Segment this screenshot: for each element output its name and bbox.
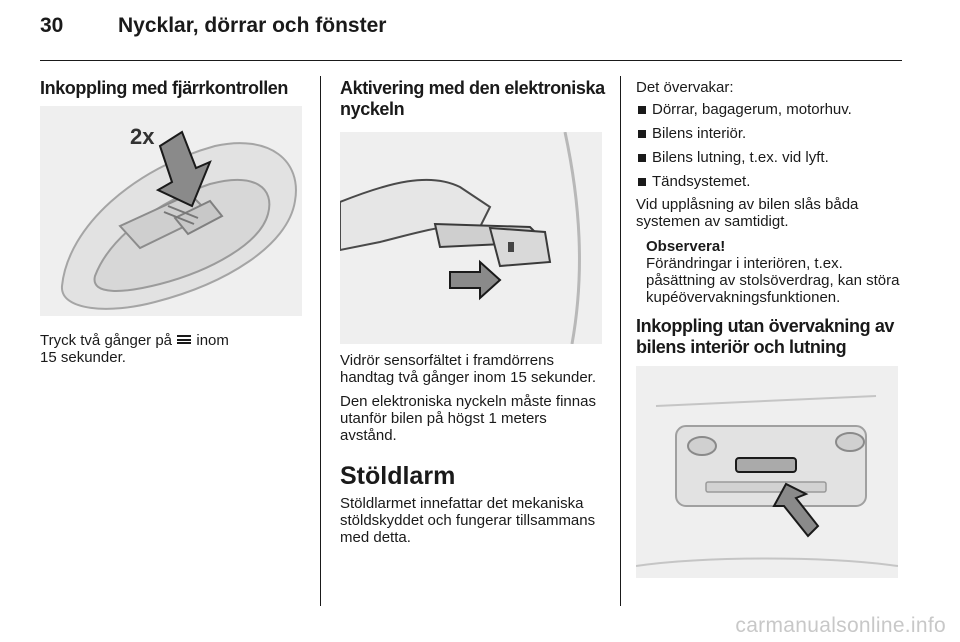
remote-heading: Inkoppling med fjärrkontrollen <box>40 78 289 98</box>
column-divider-2 <box>620 76 621 606</box>
unlock-description: Vid upplåsning av bilen slås båda systemen av samtidigt. <box>636 196 859 230</box>
remote-instruction-line1 <box>40 332 306 349</box>
anti-theft-alarm-heading: Stöldlarm <box>340 462 456 490</box>
remote-instruction-line2: 15 sekunder. <box>40 349 126 366</box>
column-divider-1 <box>320 76 321 606</box>
electronic-key-heading: Aktivering med den elektroniska nyckeln <box>340 78 605 119</box>
monitored-items-list <box>636 98 901 194</box>
list-item: Bilens interiör. <box>636 122 901 146</box>
interior-button-illustration <box>636 366 898 578</box>
remote-key-drawing <box>40 106 302 316</box>
column-2-body <box>340 352 605 546</box>
column-3 <box>636 78 901 358</box>
disable-monitoring-heading: Inkoppling utan övervakning av bilens interiör och lutning <box>636 316 895 357</box>
door-handle-drawing <box>340 132 602 344</box>
list-item: Tändsystemet. <box>636 170 901 194</box>
column-1 <box>40 78 306 99</box>
press-count-label: 2x <box>130 124 155 149</box>
remote-key-illustration <box>40 106 302 316</box>
list-item: Dörrar, bagagerum, motorhuv. <box>636 98 901 122</box>
interior-button-drawing <box>636 366 898 578</box>
note-title: Observera! <box>646 238 726 255</box>
door-handle-illustration <box>340 132 602 344</box>
column-2 <box>340 78 605 120</box>
note-box <box>636 238 901 306</box>
page-number: 30 <box>40 14 64 37</box>
key-range-note: Den elektroniska nyckeln måste finnas utanför bilen på högst 1 meters avstånd. <box>340 393 596 444</box>
remote-instruction <box>40 332 306 366</box>
lock-symbol-icon <box>177 335 191 344</box>
note-text: Förändringar i interiören, t.ex. påsättning av stolsöverdrag, kan störa kupéövervakningsfunktionen. <box>646 255 900 306</box>
watermark: carmanualsonline.info <box>735 614 946 637</box>
sensor-instruction: Vidrör sensorfältet i framdörrens handtag två gånger inom 15 sekunder. <box>340 352 597 386</box>
list-item: Bilens lutning, t.ex. vid lyft. <box>636 146 901 170</box>
header-rule <box>40 60 902 61</box>
remote-text-after-icon: inom <box>196 332 229 349</box>
remote-text-before-icon: Tryck två gånger på <box>40 332 173 349</box>
monitors-intro: Det övervakar: <box>636 79 734 96</box>
page-title: Nycklar, dörrar och fönster <box>118 14 387 37</box>
anti-theft-description: Stöldlarmet innefattar det mekaniska stöldskyddet och fungerar tillsammans med detta. <box>340 495 596 546</box>
